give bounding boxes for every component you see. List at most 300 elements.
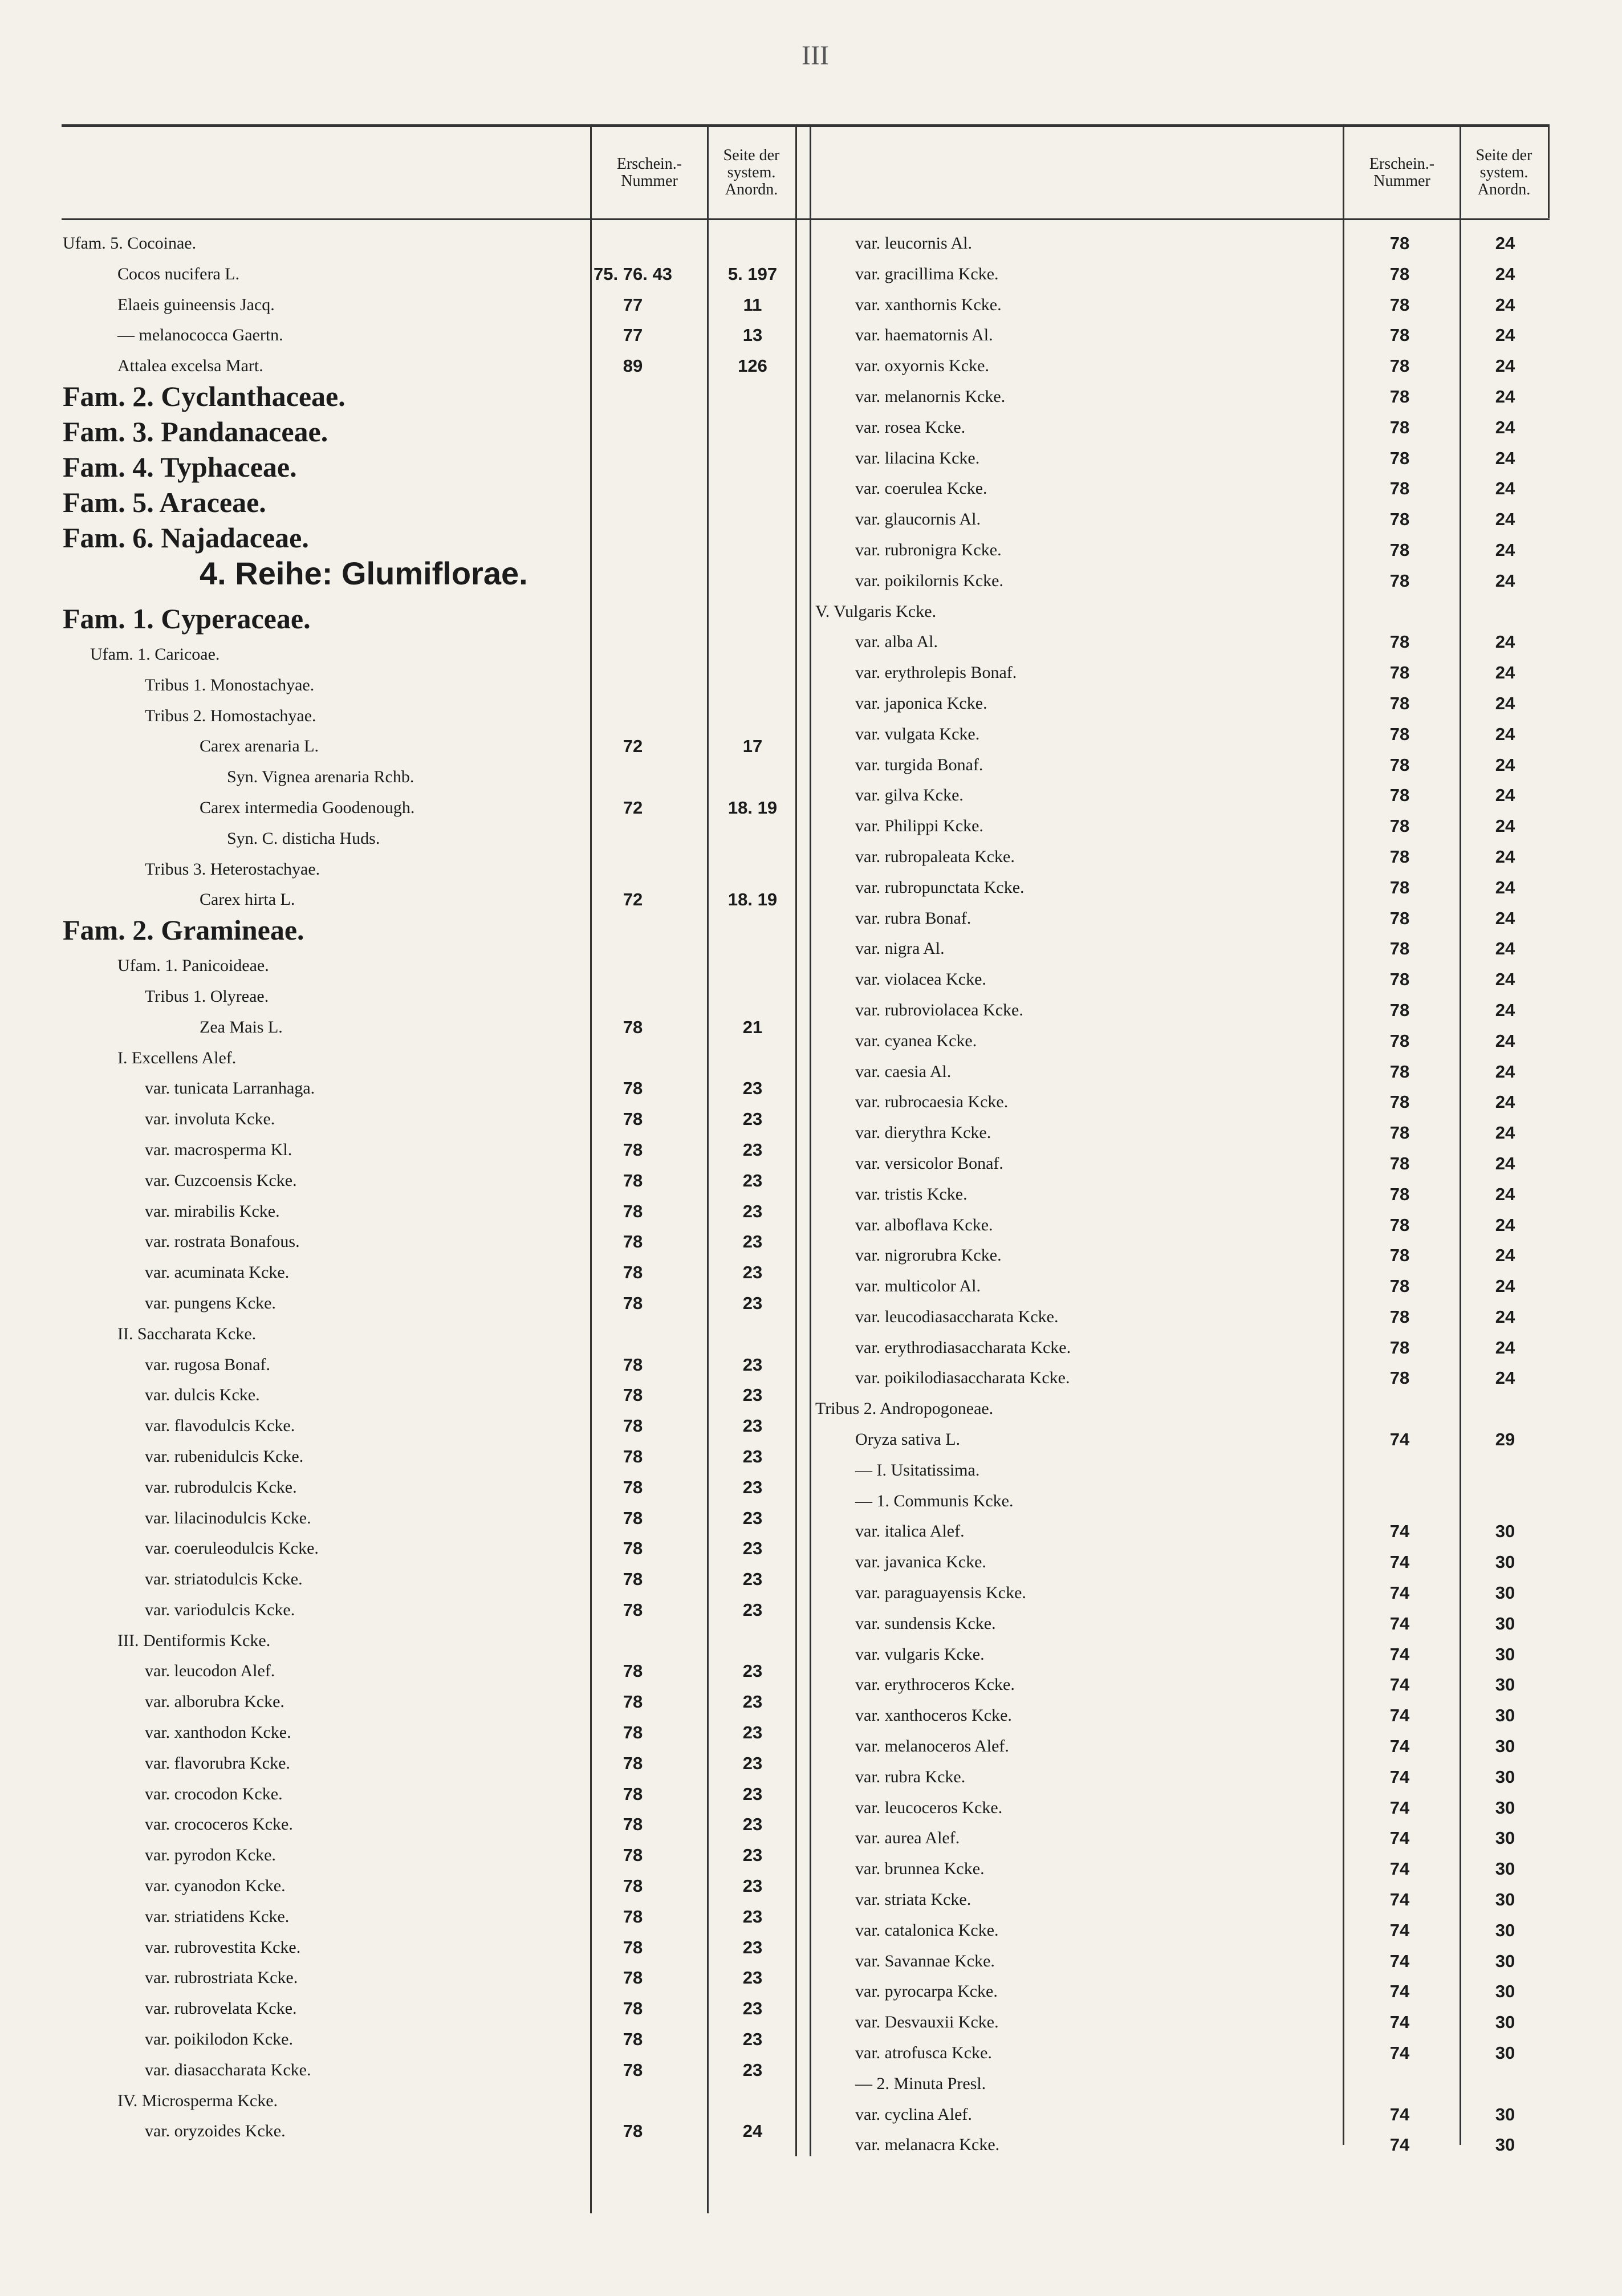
page-ref: 23 <box>742 1968 763 1988</box>
list-item <box>63 1748 804 1779</box>
page-ref: 24 <box>1495 1061 1515 1082</box>
list-item <box>63 1564 804 1595</box>
entry-label: Carex arenaria L. <box>200 737 319 756</box>
issue-number: 78 <box>623 1201 643 1221</box>
issue-number: 78 <box>1389 693 1410 713</box>
issue-number: 78 <box>1389 1306 1410 1327</box>
entry-label: var. violacea Kcke. <box>855 970 986 989</box>
list-item <box>815 381 1551 412</box>
entry-label: var. rubrocaesia Kcke. <box>855 1092 1009 1112</box>
issue-number: 74 <box>1389 2104 1410 2124</box>
list-item <box>815 1547 1551 1578</box>
entry-label: var. turgida Bonaf. <box>855 755 983 774</box>
page-ref: 30 <box>1495 1675 1515 1695</box>
entry-label: var. aurea Alef. <box>855 1828 960 1848</box>
page-number: III <box>802 40 829 71</box>
entry-label: var. Savannae Kcke. <box>855 1951 995 1970</box>
issue-number: 78 <box>623 1692 643 1712</box>
issue-number: 78 <box>623 1906 643 1927</box>
entry-label: var. rostrata Bonafous. <box>145 1232 300 1251</box>
issue-number: 78 <box>1389 1153 1410 1173</box>
entry-label: var. erythrolepis Bonaf. <box>855 663 1017 682</box>
list-item <box>815 1486 1551 1517</box>
list-item <box>63 1226 804 1257</box>
page-ref: 23 <box>742 1416 763 1436</box>
entry-label: Tribus 3. Heterostachyae. <box>145 859 320 879</box>
issue-number: 78 <box>623 1599 643 1620</box>
list-item <box>815 2007 1551 2038</box>
list-item <box>815 596 1551 627</box>
entry-label: var. rubra Bonaf. <box>855 908 971 928</box>
entry-label: var. paraguayensis Kcke. <box>855 1583 1026 1603</box>
entry-label: Tribus 1. Monostachyae. <box>145 675 315 694</box>
page-ref: 24 <box>1495 1306 1515 1327</box>
entry-label: I. Excellens Alef. <box>117 1048 237 1067</box>
page-ref: 23 <box>742 1845 763 1866</box>
page-ref: 24 <box>1495 1184 1515 1204</box>
entry-label: var. leucodiasaccharata Kcke. <box>855 1307 1059 1326</box>
page-ref: 30 <box>1495 1828 1515 1848</box>
issue-number: 78 <box>1389 386 1410 407</box>
list-item <box>63 417 804 452</box>
page-ref: 24 <box>1495 509 1515 530</box>
page-ref: 23 <box>742 1876 763 1896</box>
page-ref: 23 <box>742 1998 763 2019</box>
list-item <box>63 1533 804 1564</box>
page-ref: 30 <box>1495 1920 1515 1940</box>
entry-label: var. vulgata Kcke. <box>855 724 980 743</box>
issue-number: 78 <box>623 1109 643 1129</box>
entry-label: var. rubronigra Kcke. <box>855 540 1002 559</box>
entry-label: var. brunnea Kcke. <box>855 1859 985 1879</box>
list-item <box>63 1901 804 1932</box>
issue-number: 72 <box>623 797 643 818</box>
list-item <box>815 933 1551 964</box>
issue-number: 78 <box>623 1507 643 1528</box>
issue-number: 78 <box>1389 1337 1410 1358</box>
entry-label: var. dulcis Kcke. <box>145 1385 260 1405</box>
entry-label: Syn. Vignea arenaria Rchb. <box>227 767 414 787</box>
entry-label: Fam. 2. Gramineae. <box>63 914 304 946</box>
entry-label: var. cyclina Alef. <box>855 2104 972 2124</box>
list-item <box>63 884 804 915</box>
page-ref: 30 <box>1495 1736 1515 1757</box>
entry-label: Tribus 2. Homostachyae. <box>145 706 316 725</box>
entry-label: var. acuminata Kcke. <box>145 1263 290 1282</box>
issue-number: 78 <box>623 1968 643 1988</box>
page-ref: 23 <box>742 1139 763 1160</box>
list-item <box>815 1516 1551 1547</box>
list-item <box>63 1165 804 1196</box>
entry-label: var. erythroceros Kcke. <box>855 1675 1015 1694</box>
issue-number: 78 <box>623 1937 643 1957</box>
entry-label: var. nigrorubra Kcke. <box>855 1246 1002 1265</box>
issue-number: 78 <box>623 1416 643 1436</box>
list-item <box>815 964 1551 995</box>
entry-label: — I. Usitatissima. <box>855 1460 980 1480</box>
list-item <box>63 1319 804 1350</box>
list-item <box>815 228 1551 259</box>
list-item <box>63 1380 804 1411</box>
page-ref: 24 <box>1495 663 1515 683</box>
list-item <box>815 1639 1551 1670</box>
page-ref: 24 <box>1495 1092 1515 1112</box>
entry-label: var. nigra Al. <box>855 939 945 958</box>
list-item <box>815 1915 1551 1946</box>
list-item <box>815 1700 1551 1731</box>
entry-label: var. italica Alef. <box>855 1522 965 1541</box>
page-ref: 23 <box>742 1446 763 1466</box>
issue-number: 78 <box>1389 478 1410 499</box>
entry-label: var. glaucornis Al. <box>855 510 981 529</box>
entry-label: var. leucoceros Kcke. <box>855 1798 1003 1817</box>
list-item <box>63 1472 804 1503</box>
entry-label: var. involuta Kcke. <box>145 1110 275 1129</box>
issue-number: 78 <box>1389 846 1410 867</box>
issue-number: 78 <box>1389 1030 1410 1051</box>
list-item <box>815 1332 1551 1363</box>
page-ref: 23 <box>742 1109 763 1129</box>
issue-number: 78 <box>623 1722 643 1743</box>
list-item <box>815 1179 1551 1210</box>
page-ref: 23 <box>742 1385 763 1405</box>
list-item <box>815 259 1551 290</box>
issue-number: 74 <box>1389 1613 1410 1633</box>
page-ref: 23 <box>742 1477 763 1497</box>
entry-label: var. lilacinodulcis Kcke. <box>145 1508 311 1527</box>
issue-number: 78 <box>1389 356 1410 376</box>
list-item <box>63 981 804 1012</box>
entry-label: Syn. C. disticha Huds. <box>227 828 380 848</box>
list-item <box>815 351 1551 381</box>
list-item <box>63 523 804 558</box>
list-item <box>63 1350 804 1380</box>
entry-label: var. striatidens Kcke. <box>145 1907 290 1926</box>
list-item <box>63 1257 804 1288</box>
entry-label: III. Dentiformis Kcke. <box>117 1631 271 1650</box>
page-ref: 23 <box>742 1599 763 1620</box>
entry-label: var. Cuzcoensis Kcke. <box>145 1171 297 1190</box>
entry-label: var. melanornis Kcke. <box>855 387 1006 406</box>
list-item <box>63 487 804 523</box>
list-item <box>815 811 1551 842</box>
issue-number: 78 <box>623 1538 643 1559</box>
entry-label: var. poikilodon Kcke. <box>145 2030 293 2049</box>
issue-number: 74 <box>1389 1766 1410 1787</box>
entry-label: var. striatodulcis Kcke. <box>145 1570 303 1589</box>
list-item <box>63 1962 804 1993</box>
entry-label: var. versicolor Bonaf. <box>855 1153 1003 1173</box>
issue-number: 89 <box>623 356 643 376</box>
list-item <box>63 639 804 670</box>
list-item <box>815 2069 1551 2099</box>
entry-label: var. rugosa Bonaf. <box>145 1355 270 1374</box>
page-ref: 24 <box>1495 754 1515 775</box>
page-ref: 24 <box>1495 570 1515 591</box>
entry-label: var. variodulcis Kcke. <box>145 1600 295 1619</box>
entry-label: Carex hirta L. <box>200 890 295 909</box>
list-item <box>815 2130 1551 2160</box>
list-item <box>815 1393 1551 1424</box>
entry-label: Ufam. 1. Caricoae. <box>90 644 220 664</box>
page-ref: 30 <box>1495 2012 1515 2033</box>
entry-label: var. pyrodon Kcke. <box>145 1846 276 1865</box>
page-ref: 24 <box>1495 233 1515 253</box>
list-item <box>815 290 1551 320</box>
page-ref: 24 <box>1495 877 1515 897</box>
entry-label: Fam. 4. Typhaceae. <box>63 450 297 483</box>
page-ref: 23 <box>742 1538 763 1559</box>
page-ref: 30 <box>1495 1583 1515 1603</box>
page-ref: 30 <box>1495 2135 1515 2155</box>
entry-label: var. dierythra Kcke. <box>855 1123 991 1143</box>
page-ref: 23 <box>742 1661 763 1681</box>
issue-number: 78 <box>1389 294 1410 315</box>
entry-label: var. xanthoceros Kcke. <box>855 1706 1012 1725</box>
page-ref: 24 <box>1495 632 1515 652</box>
entry-label: var. melanacra Kcke. <box>855 2135 1000 2155</box>
page-ref: 24 <box>1495 386 1515 407</box>
issue-number: 74 <box>1389 2012 1410 2033</box>
right-header-issue: Erschein.-Nummer <box>1369 155 1435 190</box>
issue-number: 78 <box>1389 816 1410 836</box>
list-item <box>815 750 1551 781</box>
page-ref: 24 <box>1495 1368 1515 1388</box>
issue-number: 74 <box>1389 1521 1410 1542</box>
page-ref: 23 <box>742 1232 763 1252</box>
issue-number: 74 <box>1389 1705 1410 1726</box>
list-item <box>63 555 804 604</box>
entry-label: var. striata Kcke. <box>855 1890 971 1909</box>
issue-number: 78 <box>623 1139 643 1160</box>
page-ref: 30 <box>1495 1950 1515 1971</box>
entry-label: var. oxyornis Kcke. <box>855 356 989 376</box>
list-item <box>63 1840 804 1871</box>
issue-number: 74 <box>1389 1429 1410 1450</box>
issue-number: 78 <box>1389 539 1410 560</box>
list-item <box>63 1503 804 1534</box>
entry-label: var. pyrocarpa Kcke. <box>855 1982 998 2001</box>
entry-label: var. Desvauxii Kcke. <box>855 2013 999 2032</box>
list-item <box>63 701 804 732</box>
issue-number: 78 <box>623 1814 643 1835</box>
page-ref: 23 <box>742 1569 763 1590</box>
issue-number: 74 <box>1389 1644 1410 1664</box>
issue-number: 78 <box>1389 724 1410 744</box>
list-item <box>815 1823 1551 1854</box>
entry-label: var. cyanea Kcke. <box>855 1031 977 1050</box>
list-item <box>63 1012 804 1043</box>
right-header-page: Seite der system. Anordn. <box>1475 147 1532 198</box>
page-ref: 17 <box>742 736 763 757</box>
list-item <box>815 995 1551 1026</box>
entry-label: var. atrofusca Kcke. <box>855 2043 992 2063</box>
issue-number: 78 <box>1389 1214 1410 1235</box>
list-item <box>815 688 1551 719</box>
issue-number: 72 <box>623 889 643 910</box>
list-item <box>815 1424 1551 1455</box>
page-ref: 30 <box>1495 1766 1515 1787</box>
page-ref: 30 <box>1495 1552 1515 1572</box>
issue-number: 78 <box>1389 999 1410 1020</box>
list-item <box>63 1196 804 1227</box>
list-item <box>815 842 1551 872</box>
list-item <box>815 1056 1551 1087</box>
page-ref: 24 <box>1495 969 1515 990</box>
entry-label: var. poikilornis Kcke. <box>855 571 1003 590</box>
issue-number: 78 <box>623 1385 643 1405</box>
page-ref: 29 <box>1495 1429 1515 1450</box>
issue-number: 78 <box>623 2121 643 2141</box>
page-ref: 23 <box>742 2029 763 2050</box>
entry-label: var. xanthodon Kcke. <box>145 1723 291 1742</box>
list-item <box>63 1687 804 1717</box>
page-ref: 24 <box>1495 1276 1515 1297</box>
entry-label: var. rubropaleata Kcke. <box>855 847 1015 866</box>
entry-label: Carex intermedia Goodenough. <box>200 798 415 817</box>
list-item <box>815 1240 1551 1271</box>
list-item <box>815 1363 1551 1393</box>
page-ref: 24 <box>1495 999 1515 1020</box>
entry-label: var. coerulea Kcke. <box>855 479 987 498</box>
page-ref: 24 <box>1495 938 1515 959</box>
list-item <box>63 670 804 701</box>
page-ref: 30 <box>1495 2104 1515 2124</box>
entry-label: var. pungens Kcke. <box>145 1293 276 1312</box>
list-item <box>63 1809 804 1840</box>
page-ref: 30 <box>1495 1644 1515 1664</box>
entry-label: var. poikilodiasaccharata Kcke. <box>855 1368 1070 1388</box>
list-item <box>63 1104 804 1135</box>
page-ref: 30 <box>1495 1705 1515 1726</box>
entry-label: var. crococeros Kcke. <box>145 1815 293 1834</box>
page-ref: 30 <box>1495 1521 1515 1542</box>
list-item <box>815 627 1551 657</box>
issue-number: 78 <box>1389 1123 1410 1143</box>
list-item <box>815 1117 1551 1148</box>
list-item <box>63 381 804 417</box>
page-ref: 30 <box>1495 2043 1515 2063</box>
list-item <box>63 1717 804 1748</box>
entry-label: Oryza sativa L. <box>855 1430 961 1449</box>
entry-label: var. lilacina Kcke. <box>855 448 980 468</box>
issue-number: 74 <box>1389 1736 1410 1757</box>
page-ref: 30 <box>1495 1797 1515 1818</box>
list-item <box>815 903 1551 934</box>
page-ref: 5. 197 <box>727 263 778 284</box>
list-item <box>63 604 804 639</box>
page-ref: 24 <box>1495 785 1515 806</box>
list-item <box>63 1135 804 1165</box>
list-item <box>815 1578 1551 1608</box>
list-item <box>815 1854 1551 1884</box>
issue-number: 78 <box>1389 663 1410 683</box>
issue-number: 78 <box>1389 1061 1410 1082</box>
entry-label: var. Philippi Kcke. <box>855 816 983 836</box>
col-rule-center <box>810 127 811 2156</box>
entry-label: — melanococca Gaertn. <box>117 326 283 345</box>
entry-label: var. multicolor Al. <box>855 1277 981 1296</box>
page-ref: 23 <box>742 1507 763 1528</box>
entry-label: var. leucornis Al. <box>855 234 972 253</box>
table-top-rule <box>62 124 1550 127</box>
issue-number: 75. 76. 43 <box>593 263 672 284</box>
page-ref: 21 <box>742 1017 763 1037</box>
page-ref: 23 <box>742 1783 763 1804</box>
list-item <box>815 2038 1551 2069</box>
list-item <box>63 259 804 290</box>
entry-label: var. flavorubra Kcke. <box>145 1753 290 1773</box>
entry-label: var. haematornis Al. <box>855 326 993 345</box>
list-item <box>815 412 1551 443</box>
list-item <box>815 1608 1551 1639</box>
page-ref: 126 <box>738 356 767 376</box>
entry-label: var. melanoceros Alef. <box>855 1737 1009 1756</box>
issue-number: 78 <box>623 2029 643 2050</box>
page-ref: 24 <box>1495 1214 1515 1235</box>
page-ref: 23 <box>742 1722 763 1743</box>
issue-number: 78 <box>623 1661 643 1681</box>
page-ref: 23 <box>742 1201 763 1221</box>
list-item <box>815 1976 1551 2007</box>
entry-label: var. rubropunctata Kcke. <box>855 877 1025 897</box>
page-ref: 24 <box>1495 816 1515 836</box>
page-ref: 13 <box>742 325 763 346</box>
page-ref: 23 <box>742 2059 763 2080</box>
issue-number: 74 <box>1389 1889 1410 1910</box>
list-item <box>63 2116 804 2147</box>
issue-number: 78 <box>1389 233 1410 253</box>
entry-label: — 2. Minuta Presl. <box>855 2074 986 2093</box>
entry-label: Ufam. 5. Cocoinae. <box>63 234 197 253</box>
entry-label: var. diasaccharata Kcke. <box>145 2060 311 2079</box>
entry-label: var. xanthornis Kcke. <box>855 295 1002 314</box>
list-item <box>815 443 1551 474</box>
list-item <box>63 320 804 351</box>
list-item <box>815 1793 1551 1823</box>
page-ref: 30 <box>1495 1613 1515 1633</box>
entry-label: var. rubrodulcis Kcke. <box>145 1477 297 1497</box>
list-item <box>815 1087 1551 1117</box>
col-rule-right-edge <box>1548 127 1550 218</box>
list-item <box>63 1871 804 1901</box>
page-ref: 24 <box>1495 478 1515 499</box>
issue-number: 74 <box>1389 1675 1410 1695</box>
entry-label: var. rubrovestita Kcke. <box>145 1937 301 1957</box>
issue-number: 78 <box>623 1783 643 1804</box>
issue-number: 78 <box>1389 417 1410 437</box>
issue-number: 74 <box>1389 1859 1410 1879</box>
issue-number: 78 <box>1389 785 1410 806</box>
issue-number: 78 <box>623 1477 643 1497</box>
page-ref: 24 <box>1495 1123 1515 1143</box>
issue-number: 74 <box>1389 1981 1410 2002</box>
issue-number: 78 <box>1389 1276 1410 1297</box>
page-ref: 24 <box>1495 263 1515 284</box>
page-ref: 24 <box>1495 448 1515 468</box>
entry-label: 4. Reihe: Glumiflorae. <box>200 555 528 591</box>
issue-number: 78 <box>1389 908 1410 928</box>
list-item <box>63 1932 804 1963</box>
issue-number: 78 <box>623 1845 643 1866</box>
issue-number: 74 <box>1389 1828 1410 1848</box>
entry-label: var. leucodon Alef. <box>145 1661 275 1681</box>
entry-label: Attalea excelsa Mart. <box>117 356 263 376</box>
list-item <box>63 2024 804 2055</box>
page-ref: 24 <box>1495 1030 1515 1051</box>
issue-number: 78 <box>1389 877 1410 897</box>
page-ref: 24 <box>1495 356 1515 376</box>
